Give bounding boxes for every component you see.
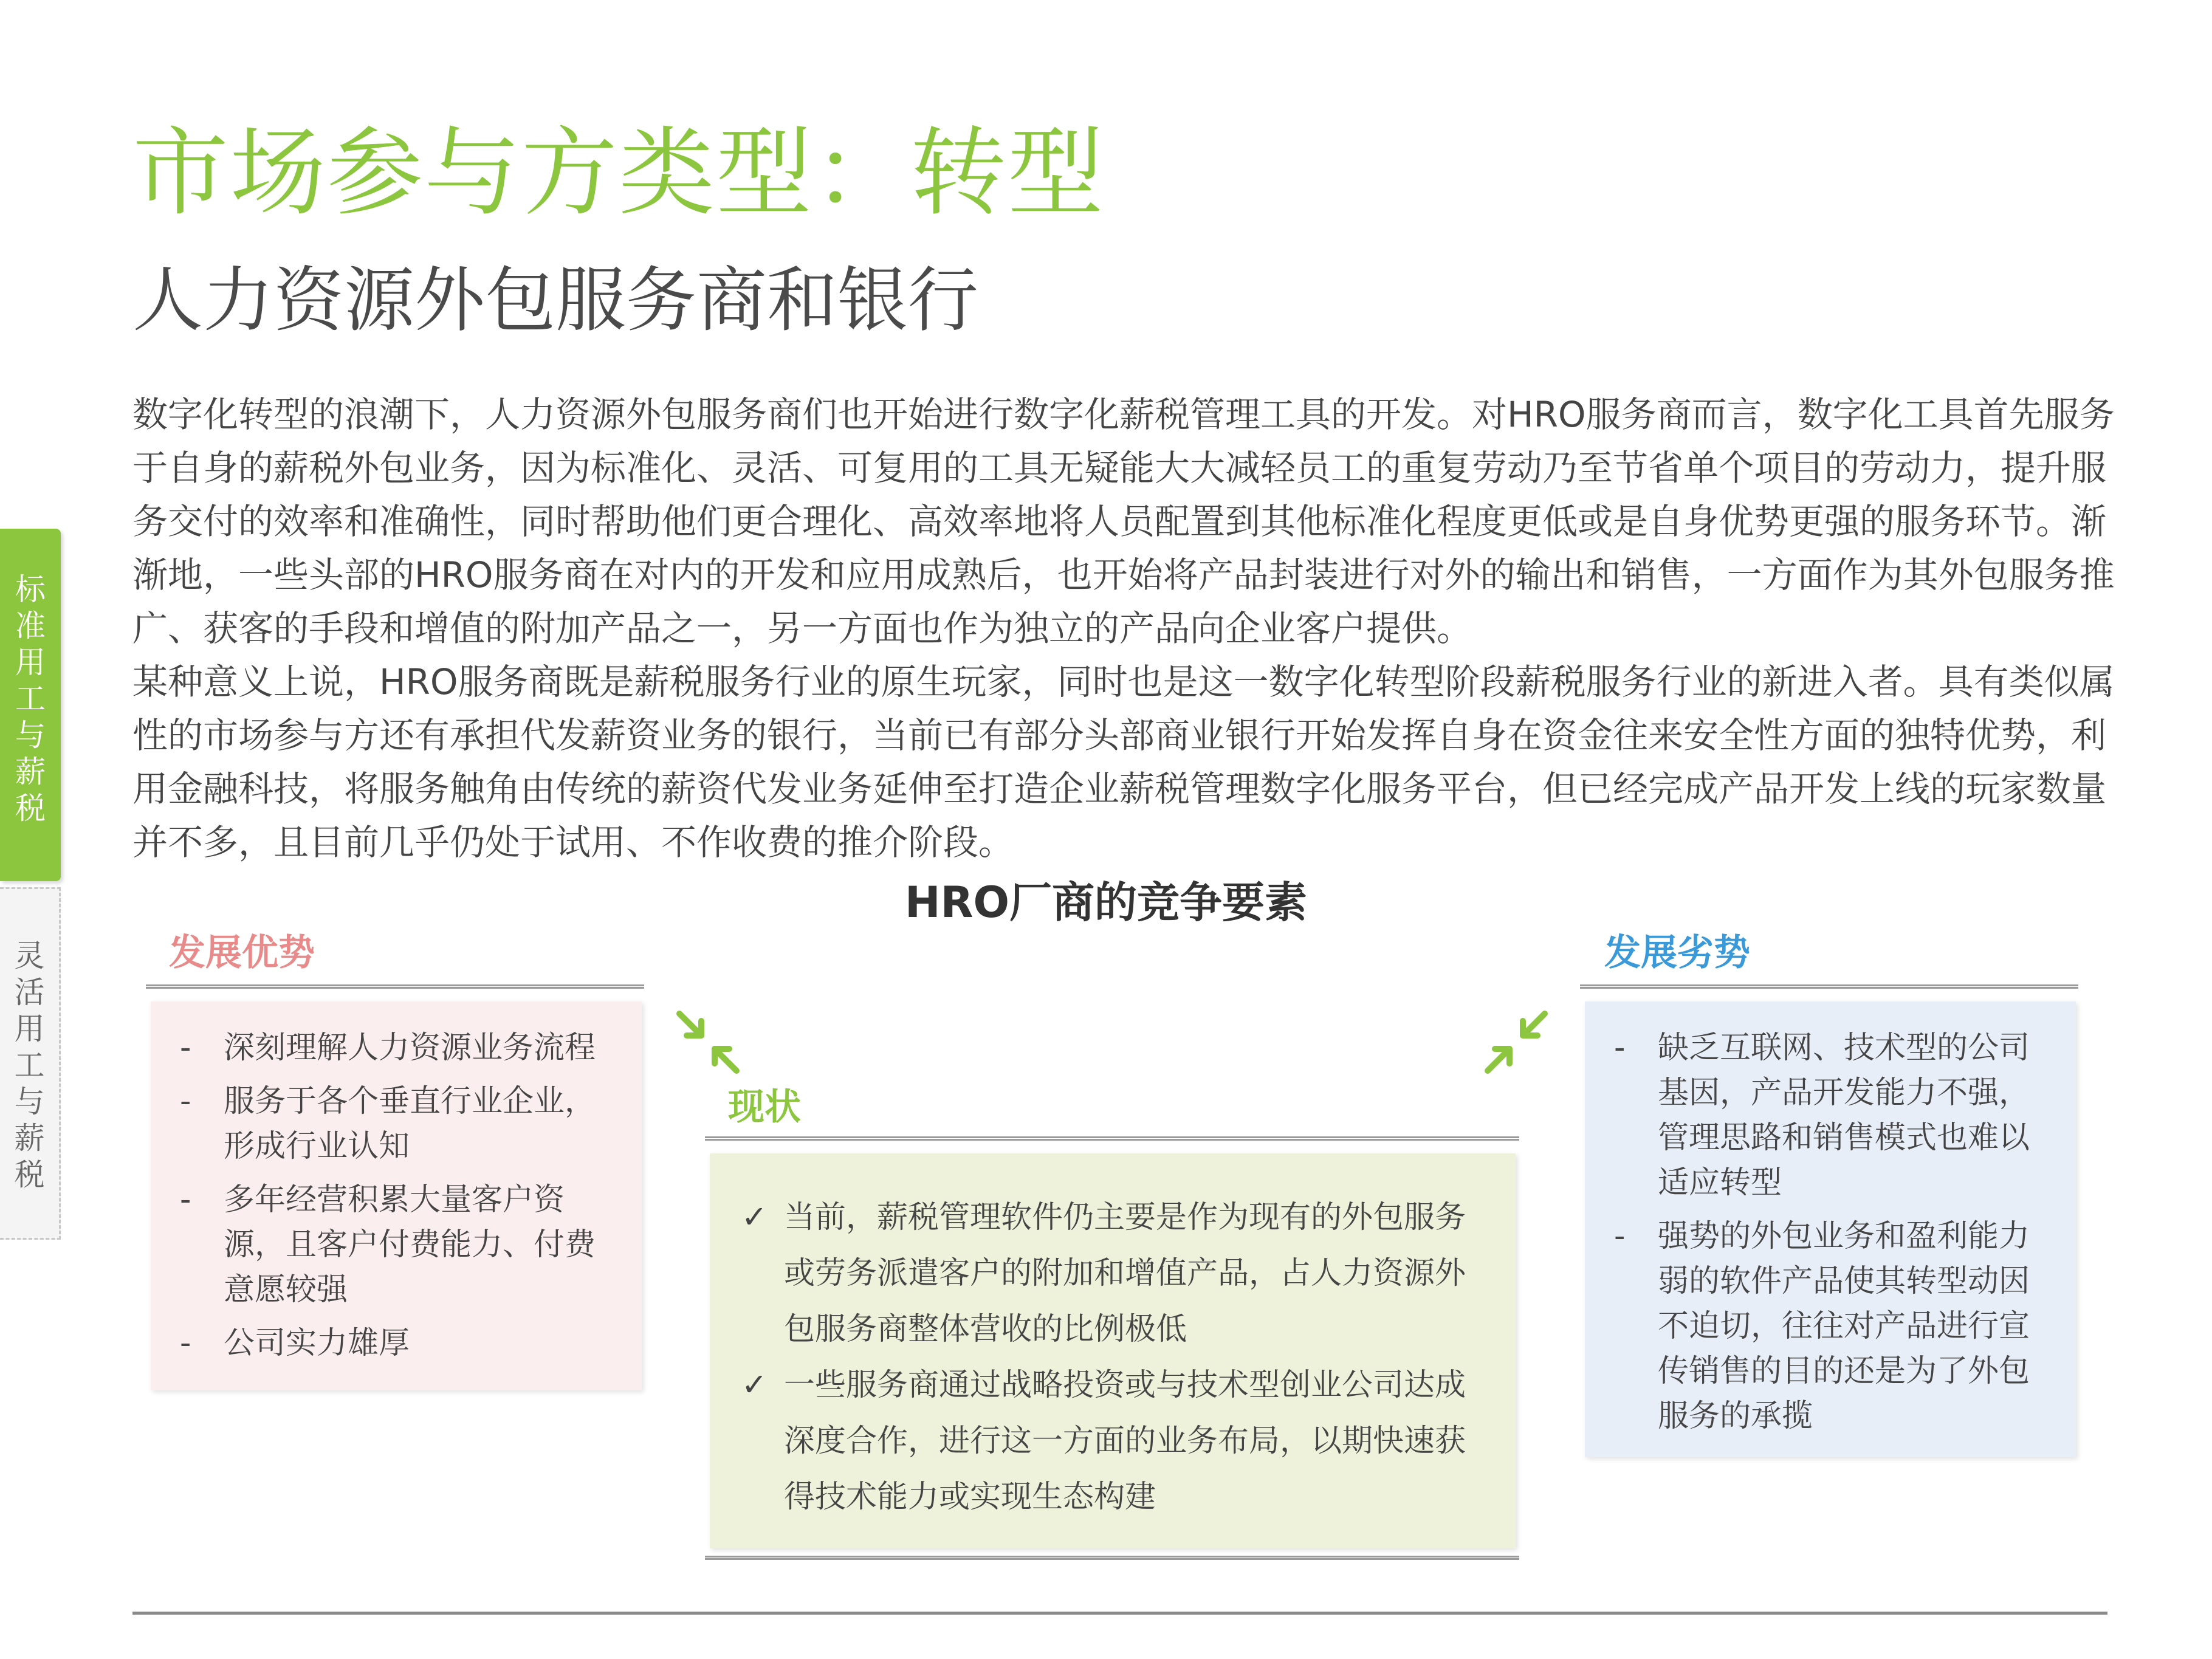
- item-text: 深刻理解人力资源业务流程: [224, 1030, 596, 1066]
- item-text: 服务于各个垂直行业企业，形成行业认知: [224, 1084, 596, 1164]
- item-text: 当前，薪税管理软件仍主要是作为现有的外包服务或劳务派遣客户的附加和增值产品，占人力资源外包服务商整体营收的比例极低: [784, 1200, 1466, 1347]
- tab-char: 税: [14, 1157, 45, 1192]
- dash-icon: -: [180, 1182, 191, 1218]
- dash-icon: -: [180, 1030, 191, 1066]
- list-item: [741, 1190, 1491, 1358]
- current-heading: 现状: [728, 1086, 801, 1128]
- list-item: [151, 1079, 617, 1169]
- converge-arrows-left-icon: [675, 1009, 741, 1076]
- current-rule-top: [705, 1136, 1519, 1141]
- item-text: 强势的外包业务和盈利能力弱的软件产品使其转型动因不迫切，往往对产品进行宣传销售的目的还是为了外包服务的承揽: [1658, 1218, 2030, 1434]
- dash-icon: -: [180, 1325, 191, 1361]
- list-item: [1585, 1026, 2052, 1206]
- list-item: [151, 1321, 617, 1366]
- disadvantages-rule: [1580, 984, 2078, 989]
- list-item: [151, 1026, 617, 1071]
- side-tab-standard-employment-payroll[interactable]: [0, 529, 61, 881]
- dash-icon: -: [1614, 1218, 1626, 1254]
- list-item: [741, 1358, 1491, 1525]
- footer-divider: [132, 1612, 2107, 1615]
- item-text: 一些服务商通过战略投资或与技术型创业公司达成深度合作，进行这一方面的业务布局，以期快速获得技术能力或实现生态构建: [784, 1367, 1466, 1515]
- body-text: [132, 388, 2138, 869]
- advantages-panel: [151, 1001, 642, 1390]
- tab-char: 标: [15, 572, 46, 607]
- advantages-heading: 发展优势: [169, 932, 315, 974]
- tab-char: 用: [14, 1011, 45, 1046]
- tab-char: 薪: [15, 754, 46, 789]
- current-rule-bottom: [705, 1556, 1519, 1560]
- tab-char: 活: [14, 975, 45, 1010]
- page-subtitle: 人力资源外包服务商和银行: [132, 259, 978, 342]
- disadvantages-panel: [1585, 1001, 2076, 1457]
- page-title: 市场参与方类型：转型: [132, 117, 1105, 229]
- paragraph-1: 数字化转型的浪潮下，人力资源外包服务商们也开始进行数字化薪税管理工具的开发。对HRO服务商而言，数字化工具首先服务于自身的薪税外包业务，因为标准化、灵活、可复用的工具无疑能大大减轻员工的重复劳动乃至节省单个项目的劳动力，提升服务交付的效率和准确性，同时帮助他们更合理化、高效率地将人员配置到其他标准化程度更低或是自身优势更强的服务环节。渐渐地，一些头部的HRO服务商在对内的开发和应用成熟后，也开始将产品封装进行对外的输出和销售，一方面作为其外包服务推广、获客的手段和增值的附加产品之一，另一方面也作为独立的产品向企业客户提供。: [132, 394, 2115, 649]
- tab-char: 灵: [14, 938, 45, 974]
- converge-arrows-right-icon: [1483, 1009, 1550, 1076]
- tab-char: 税: [15, 791, 46, 826]
- list-item: [151, 1178, 617, 1313]
- tab-char: 与: [15, 718, 46, 753]
- disadvantages-heading: 发展劣势: [1604, 932, 1750, 974]
- dash-icon: -: [180, 1084, 191, 1119]
- item-text: 多年经营积累大量客户资源，且客户付费能力、付费意愿较强: [224, 1182, 596, 1308]
- dash-icon: -: [1614, 1030, 1626, 1066]
- checkmark-icon: ✓: [741, 1367, 768, 1403]
- list-item: [1585, 1214, 2052, 1439]
- item-text: 公司实力雄厚: [224, 1325, 410, 1361]
- current-panel: [710, 1153, 1516, 1548]
- paragraph-2: 某种意义上说，HRO服务商既是薪税服务行业的原生玩家，同时也是这一数字化转型阶段薪税服务行业的新进入者。具有类似属性的市场参与方还有承担代发薪资业务的银行，当前已有部分头部商业银行开始发挥自身在资金往来安全性方面的独特优势，利用金融科技，将服务触角由传统的薪资代发业务延伸至打造企业薪税管理数字化服务平台，但已经完成产品开发上线的玩家数量并不多，且目前几乎仍处于试用、不作收费的推介阶段。: [132, 661, 2115, 863]
- tab-char: 准: [15, 608, 46, 644]
- tab-char: 工: [15, 681, 46, 716]
- checkmark-icon: ✓: [741, 1200, 768, 1235]
- tab-char: 与: [14, 1084, 45, 1119]
- item-text: 缺乏互联网、技术型的公司基因，产品开发能力不强，管理思路和销售模式也难以适应转型: [1658, 1030, 2030, 1201]
- tab-char: 薪: [14, 1121, 45, 1156]
- diagram-title: HRO厂商的竞争要素: [905, 878, 1307, 927]
- advantages-rule: [146, 984, 644, 989]
- tab-char: 用: [15, 645, 46, 680]
- tab-char: 工: [14, 1048, 45, 1083]
- side-tab-flexible-employment-payroll[interactable]: [0, 887, 61, 1240]
